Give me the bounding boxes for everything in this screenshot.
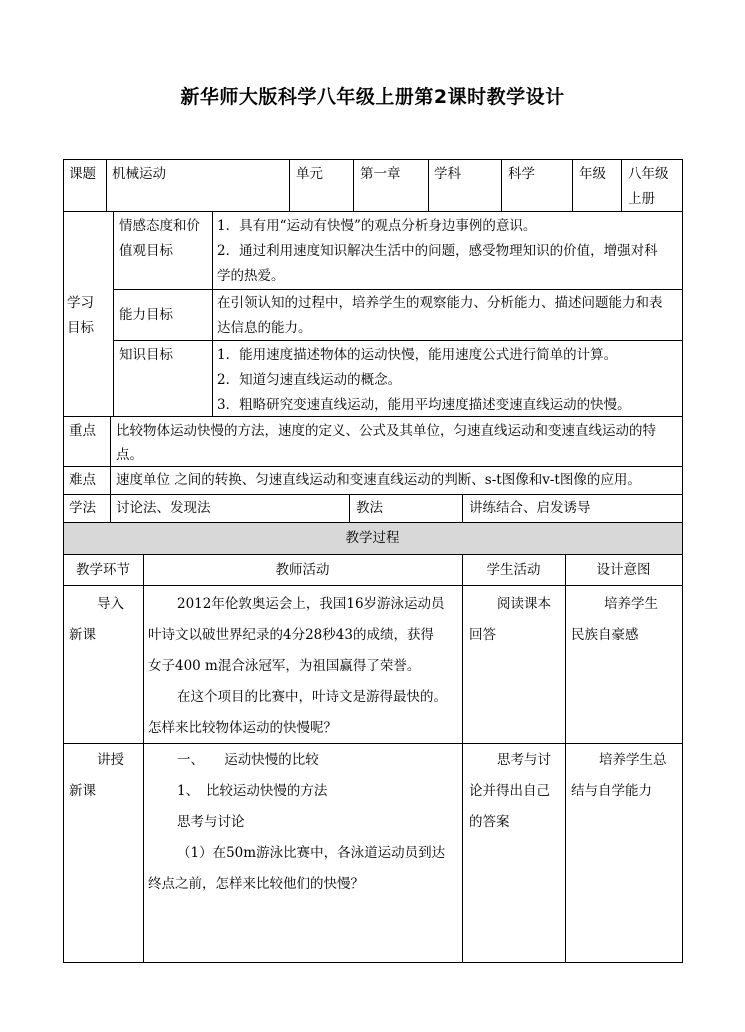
col-teacher-header: 教师活动 [275, 562, 330, 578]
row2-teacher-line1: 一、 运动快慢的比较 [177, 752, 319, 768]
ability-goal-line1: 在引领认知的过程中，培养学生的观察能力、分析能力、描述问题能力和表 [217, 295, 663, 311]
row2-teacher-line2: 1、 比较运动快慢的方法 [177, 783, 328, 799]
grade-value-line2: 上册 [628, 191, 655, 207]
knowledge-goal-label: 知识目标 [119, 347, 173, 363]
emotion-goal-line3: 学的热爱。 [217, 268, 285, 284]
knowledge-goal-line2: 2．知道匀速直线运动的概念。 [217, 372, 402, 388]
row1-student-line2: 回答 [469, 627, 496, 643]
topic-value: 机械运动 [112, 166, 166, 182]
subject-label: 学科 [434, 166, 461, 182]
row1-teacher-line5: 怎样来比较物体运动的快慢呢？ [148, 720, 337, 736]
row2-intent-line2: 结与自学能力 [571, 783, 652, 799]
row1-teacher-line2: 叶诗文以破世界纪录的4分28秒43的成绩，获得 [148, 627, 434, 643]
row2-teacher-line5: 终点之前，怎样来比较他们的快慢？ [148, 876, 364, 892]
row2-intent-line1: 培养学生总 [599, 752, 667, 768]
row1-teacher-line1: 2012年伦敦奥运会上，我国16岁游泳运动员 [177, 596, 445, 612]
topic-label: 课题 [69, 166, 96, 182]
grade-label: 年级 [579, 166, 606, 182]
emotion-goal-line2: 2．通过利用速度知识解决生活中的问题，感受物理知识的价值，增强对科 [217, 243, 658, 259]
row2-student-line1: 思考与讨 [497, 752, 551, 768]
ability-goal-label: 能力目标 [119, 307, 173, 323]
subject-value: 科学 [508, 166, 535, 182]
col-stage-header: 教学环节 [76, 562, 130, 578]
row1-intent-line1: 培养学生 [604, 596, 658, 612]
page-title: 新华师大版科学八年级上册第2课时教学设计 [180, 86, 565, 108]
row2-teacher-line3: 思考与讨论 [177, 814, 245, 830]
unit-value: 第一章 [360, 166, 401, 182]
teach-method-value: 讲练结合、启发诱导 [469, 500, 591, 516]
row1-stage-line2: 新课 [69, 627, 96, 643]
col-intent-header: 设计意图 [596, 562, 651, 578]
process-header: 教学过程 [345, 530, 400, 546]
unit-label: 单元 [296, 166, 323, 182]
emotion-goal-line1: 1．具有用“运动有快慢”的观点分析身边事例的意识。 [217, 218, 537, 234]
grade-value-line1: 八年级 [628, 166, 669, 182]
row1-student-line1: 阅读课本 [497, 596, 551, 612]
emotion-goal-label-line1: 情感态度和价 [119, 218, 200, 234]
row2-stage-line2: 新课 [69, 783, 96, 799]
study-method-label: 学法 [69, 500, 96, 516]
row1-teacher-line3: 女子400 m混合泳冠军，为祖国赢得了荣誉。 [148, 658, 421, 674]
emotion-goal-label-line2: 值观目标 [119, 243, 173, 259]
ability-goal-line2: 达信息的能力。 [217, 320, 312, 336]
row2-teacher-line4: （1）在50m游泳比赛中，各泳道运动员到达 [177, 845, 446, 861]
row2-stage-line1: 讲授 [97, 752, 124, 768]
goals-label-line1: 学习 [67, 295, 94, 311]
difficult-text: 速度单位 之间的转换、匀速直线运动和变速直线运动的判断、s-t图像和v-t图像的应用。 [116, 472, 641, 488]
row2-student-line2: 论并得出自己 [469, 783, 550, 799]
key-label: 重点 [69, 423, 96, 439]
teach-method-label: 教法 [356, 500, 383, 516]
row2-student-line3: 的答案 [469, 814, 510, 830]
knowledge-goal-line3: 3．粗略研究变速直线运动，能用平均速度描述变速直线运动的快慢。 [217, 397, 631, 413]
row1-teacher-line4: 在这个项目的比赛中，叶诗文是游得最快的。 [177, 689, 447, 705]
key-line1: 比较物体运动快慢的方法，速度的定义、公式及其单位，匀速直线运动和变速直线运动的特 [116, 423, 656, 439]
knowledge-goal-line1: 1．能用速度描述物体的运动快慢，能用速度公式进行简单的计算。 [217, 347, 618, 363]
difficult-label: 难点 [69, 472, 96, 488]
study-method-value: 讨论法、发现法 [116, 500, 211, 516]
key-line2: 点。 [116, 447, 143, 463]
goals-label-line2: 目标 [67, 320, 94, 336]
col-student-header: 学生活动 [486, 562, 541, 578]
row1-stage-line1: 导入 [97, 596, 124, 612]
row1-intent-line2: 民族自豪感 [571, 627, 639, 643]
